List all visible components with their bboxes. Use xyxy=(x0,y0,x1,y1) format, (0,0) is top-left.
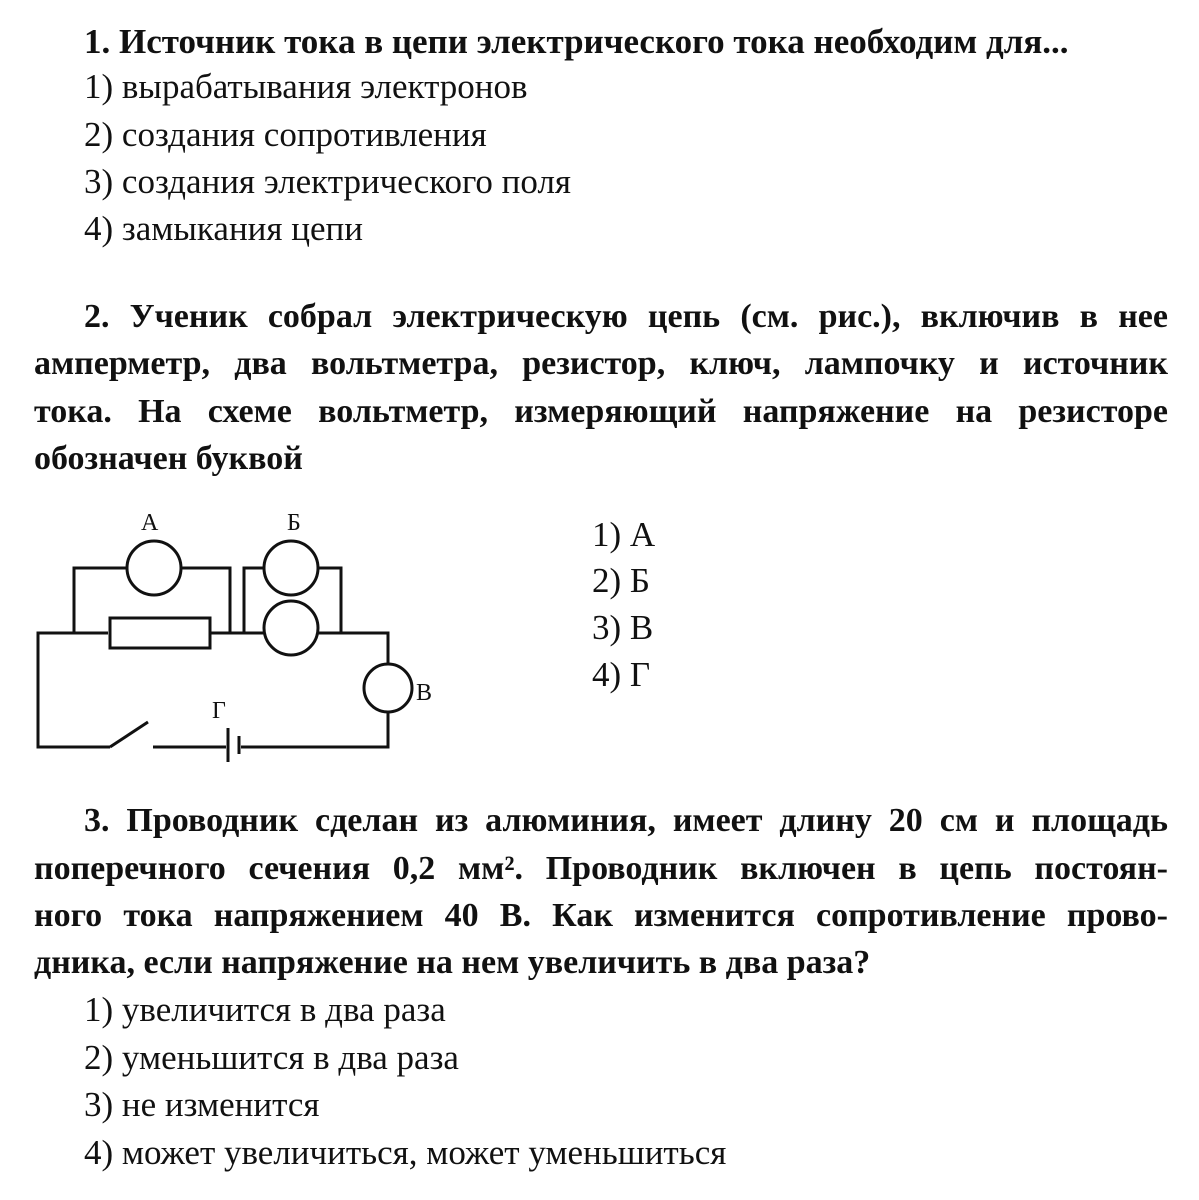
resistor xyxy=(110,618,210,648)
q2-option-4: 4) Г xyxy=(592,655,651,694)
meter-v xyxy=(364,664,412,712)
q3-text-line-3: ного тока напряжением 40 В. Как изменится сопротивление прово- xyxy=(34,897,1168,934)
wire-meter-a-right xyxy=(181,568,230,633)
wire-meter-b-left xyxy=(244,568,264,633)
q3-text-line-2: поперечного сечения 0,2 мм². Проводник включен в цепь постоян- xyxy=(34,850,1168,887)
q2-text-line-4: обозначен буквой xyxy=(34,440,303,477)
wire-left xyxy=(38,633,110,747)
q3-option-4: 4) может увеличиться, может уменьшиться xyxy=(84,1133,727,1172)
meter-lower xyxy=(264,601,318,655)
wire-meter-b-right xyxy=(318,568,341,633)
q3-option-2: 2) уменьшится в два раза xyxy=(84,1038,459,1077)
label-v: В xyxy=(416,680,433,706)
wire-right-to-lamp xyxy=(341,633,388,665)
q3-option-1: 1) увеличится в два раза xyxy=(84,990,446,1029)
q1-option-4: 4) замыкания цепи xyxy=(84,209,363,248)
wire-meter-a-left xyxy=(74,568,127,633)
meter-a xyxy=(127,541,181,595)
label-g: Г xyxy=(212,698,226,724)
q2-text-line-3: тока. На схеме вольтметр, измеряющий напряжение на резисторе xyxy=(34,393,1168,430)
q2-option-3: 3) В xyxy=(592,608,654,647)
q3-option-3: 3) не изменится xyxy=(84,1085,320,1124)
label-b: Б xyxy=(287,510,301,536)
q2-text-line-2: амперметр, два вольтметра, резистор, ключ, лампочку и источник xyxy=(34,345,1168,382)
meter-b xyxy=(264,541,318,595)
q2-text-line-1: 2. Ученик собрал электрическую цепь (см. рис.), включив в нее xyxy=(84,298,1168,335)
q3-text-line-1: 3. Проводник сделан из алюминия, имеет длину 20 см и площадь xyxy=(84,802,1168,839)
switch-lever xyxy=(110,722,148,747)
wire-battery-to-lamp xyxy=(241,711,388,747)
q1-option-1: 1) вырабатывания электронов xyxy=(84,67,528,106)
q1-title: 1. Источник тока в цепи электрического тока необходим для... xyxy=(84,22,1069,61)
label-a: А xyxy=(141,510,159,536)
circuit-diagram xyxy=(0,500,560,780)
q2-option-1: 1) А xyxy=(592,515,656,554)
q1-option-3: 3) создания электрического поля xyxy=(84,162,572,201)
q2-option-2: 2) Б xyxy=(592,561,651,600)
q3-text-line-4: дника, если напряжение на нем увеличить в два раза? xyxy=(34,944,871,981)
q1-option-2: 2) создания сопротивления xyxy=(84,115,487,154)
